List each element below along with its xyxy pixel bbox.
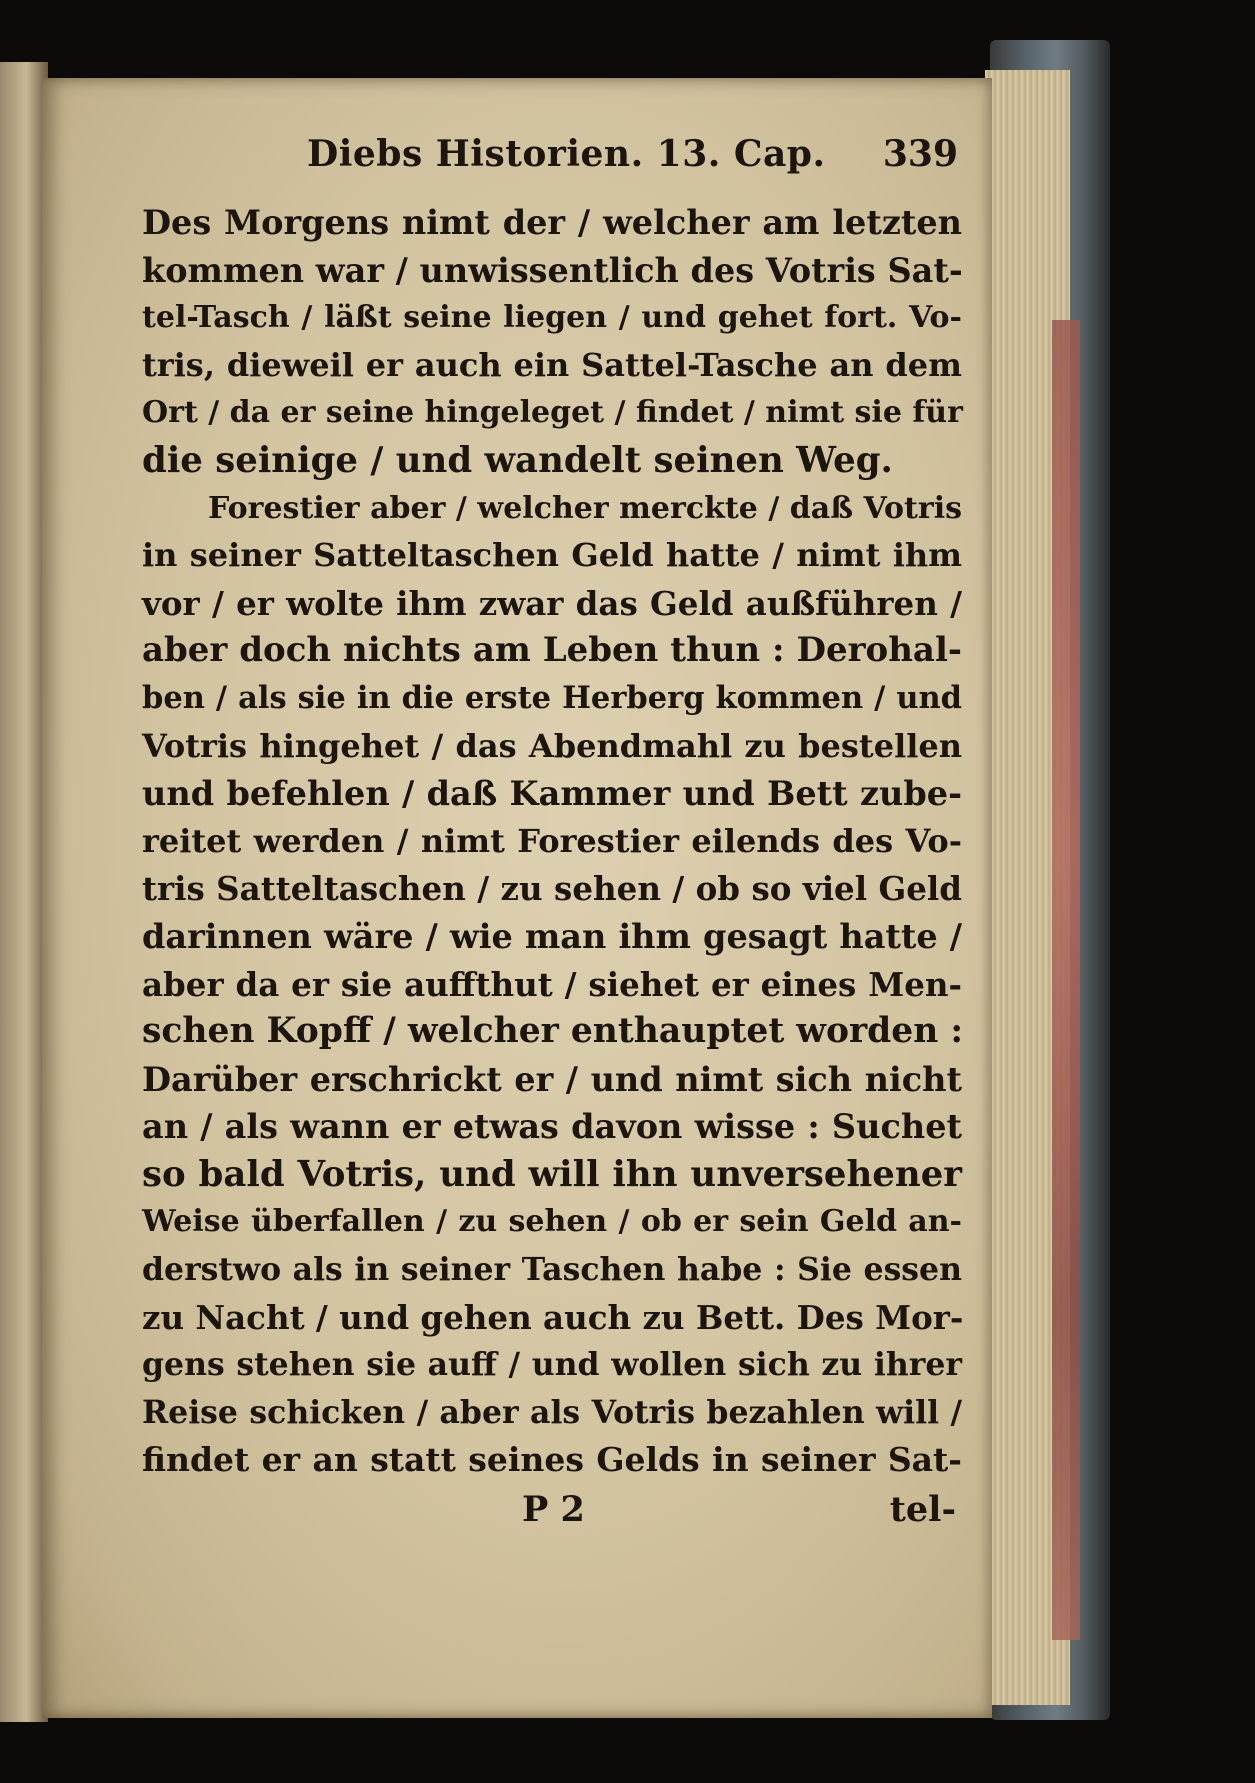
text-line: vor / er wolte ihm zwar das Geld außführen / (142, 583, 962, 623)
text-line: ben / als sie in die erste Herberg kommen / und (142, 679, 962, 716)
text-line: reitet werden / nimt Forestier eilends des Vo- (142, 821, 962, 860)
text-line: Forestier aber / welcher merckte / daß Votris (208, 490, 962, 526)
text-line: findet er an statt seines Gelds in seiner Sat- (142, 1440, 962, 1480)
text-line: darinnen wäre / wie man ihm gesagt hatte / (142, 916, 962, 956)
text-line: gens stehen sie auff / und wollen sich zu ihrer (142, 1346, 962, 1384)
text-line: zu Nacht / und gehen auch zu Bett. Des Mor- (142, 1297, 964, 1337)
text-line: Ort / da er seine hingeleget / findet / nimt sie für (142, 395, 963, 431)
catchword: tel- (889, 1489, 956, 1531)
red-page-edge (1052, 320, 1080, 1640)
text-line: tris Satteltaschen / zu sehen / ob so viel Geld (142, 869, 962, 909)
text-block (142, 133, 962, 1536)
text-line: aber da er sie auffthut / siehet er eines Men- (142, 964, 962, 1004)
text-line: an / als wann er etwas davon wisse : Suchet (142, 1107, 962, 1147)
text-line: Votris hingehet / das Abendmahl zu bestellen (142, 726, 962, 765)
text-line: Reise schicken / aber als Votris bezahlen will / (142, 1393, 962, 1431)
text-line: tris, dieweil er auch ein Sattel-Tasche an dem (142, 345, 962, 384)
page-footer (142, 1484, 962, 1536)
text-line: tel-Tasch / läßt seine liegen / und gehet fort. Vo- (142, 300, 962, 336)
text-line: Des Morgens nimt der / welcher am letzten (142, 203, 962, 242)
text-line: Weise überfallen / zu sehen / ob er sein Geld an- (142, 1204, 962, 1240)
running-head-title: Diebs Historien. 13. Cap. (307, 133, 826, 175)
book-page (42, 78, 992, 1718)
text-line: und befehlen / daß Kammer und Bett zube- (142, 774, 962, 814)
text-line: Darüber erschrickt er / und nimt sich nicht (142, 1059, 962, 1099)
text-line: aber doch nichts am Leben thun : Derohal- (142, 630, 962, 671)
text-line: in seiner Satteltaschen Geld hatte / nimt ihm (142, 536, 962, 575)
signature-mark: P 2 (522, 1489, 585, 1531)
text-line: die seinige / und wandelt seinen Weg. (142, 439, 893, 481)
facing-page-edge (0, 62, 48, 1722)
text-line: so bald Votris, und will ihn unversehener (142, 1153, 962, 1195)
running-head (142, 133, 962, 199)
page-number: 339 (882, 133, 958, 175)
text-line: derstwo als in seiner Taschen habe : Sie essen (142, 1251, 962, 1289)
text-line: kommen war / unwissentlich des Votris Sat- (142, 250, 963, 290)
text-line: schen Kopff / welcher enthauptet worden : (142, 1011, 964, 1052)
